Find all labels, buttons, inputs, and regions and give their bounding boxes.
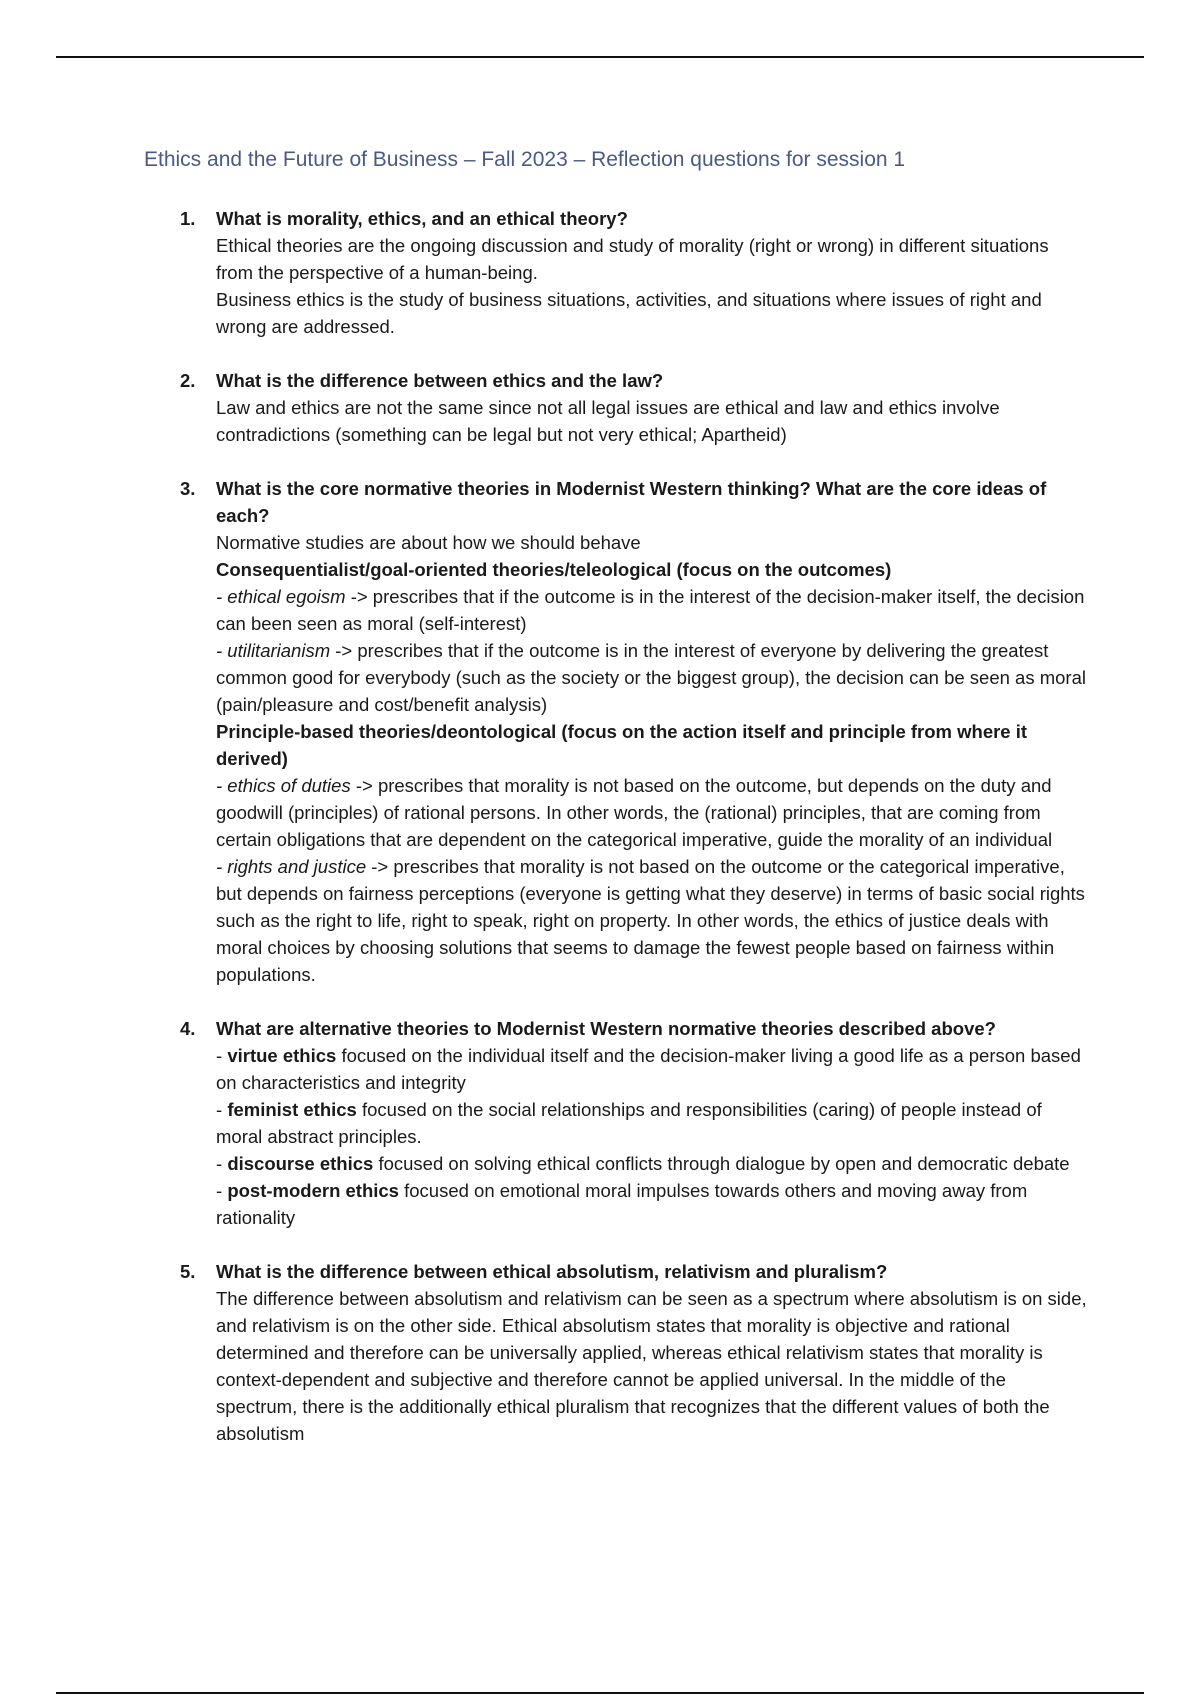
ethical-egoism-entry — [216, 583, 1090, 637]
ethics-of-duties-term: - ethics of duties — [216, 775, 351, 796]
question-4 — [180, 1015, 1090, 1231]
post-modern-ethics-term: post-modern ethics — [227, 1180, 399, 1201]
page-title: Ethics and the Future of Business – Fall 2023 – Reflection questions for session 1 — [144, 148, 906, 171]
feminist-ethics-term: feminist ethics — [227, 1099, 357, 1120]
discourse-ethics-entry — [216, 1150, 1090, 1177]
question-heading: What is the core normative theories in Modernist Western thinking? What are the core ideas of each? — [216, 478, 1047, 526]
question-number: 5. — [180, 1261, 196, 1282]
top-rule — [56, 56, 1144, 58]
question-1 — [180, 205, 1090, 340]
answer-text: Business ethics is the study of business situations, activities, and situations where issues of right and wrong are addressed. — [216, 289, 1042, 337]
ethics-of-duties-entry — [216, 772, 1090, 853]
utilitarianism-text: -> prescribes that if the outcome is in the interest of everyone by delivering the greatest common good for everybody (such as the society or the biggest group), the decision can be seen as moral (pain/pleasure and cost/benefit analysis) — [216, 640, 1086, 715]
ethics-of-duties-text: -> prescribes that morality is not based on the outcome, but depends on the duty and goodwill (principles) of rational persons. In other words, the (rational) principles, that are coming from certain obligations that are dependent on the categorical imperative, guide the morality of an individual — [216, 775, 1053, 850]
question-heading: What is the difference between ethical absolutism, relativism and pluralism? — [216, 1261, 888, 1282]
question-number: 4. — [180, 1018, 196, 1039]
ethical-egoism-term: - ethical egoism — [216, 586, 346, 607]
entry-dash: - — [216, 1180, 228, 1201]
entry-dash: - — [216, 1099, 228, 1120]
principle-based-heading: Principle-based theories/deontological (focus on the action itself and principle from where it derived) — [216, 721, 1028, 769]
entry-dash: - — [216, 1153, 228, 1174]
virtue-ethics-entry — [216, 1042, 1090, 1096]
question-5 — [180, 1258, 1090, 1447]
feminist-ethics-entry — [216, 1096, 1090, 1150]
question-heading: What is the difference between ethics and the law? — [216, 370, 664, 391]
answer-text: The difference between absolutism and relativism can be seen as a spectrum where absolutism is on side, and relativism is on the other side. Ethical absolutism states that morality is objective and rational determined and therefore can be universally applied, whereas ethical relativism states that morality is context-dependent and subjective and therefore cannot be applied universal. In the middle of the spectrum, there is the additionally ethical pluralism that recognizes that the different values of both the absolutism — [216, 1288, 1087, 1444]
post-modern-ethics-entry — [216, 1177, 1090, 1231]
utilitarianism-entry — [216, 637, 1090, 718]
question-heading: What is morality, ethics, and an ethical theory? — [216, 208, 628, 229]
feminist-ethics-text: focused on the social relationships and responsibilities (caring) of people instead of moral abstract principles. — [216, 1099, 1042, 1147]
virtue-ethics-term: virtue ethics — [227, 1045, 337, 1066]
question-2 — [180, 367, 1090, 448]
consequentialist-heading: Consequentialist/goal-oriented theories/teleological (focus on the outcomes) — [216, 559, 892, 580]
question-number: 3. — [180, 478, 196, 499]
question-heading: What are alternative theories to Modernist Western normative theories described above? — [216, 1018, 996, 1039]
question-number: 1. — [180, 208, 196, 229]
answer-text: Law and ethics are not the same since not all legal issues are ethical and law and ethics involve contradictions (something can be legal but not very ethical; Apartheid) — [216, 397, 1000, 445]
entry-dash: - — [216, 1045, 228, 1066]
question-3 — [180, 475, 1090, 988]
discourse-ethics-text: focused on solving ethical conflicts through dialogue by open and democratic debate — [373, 1153, 1070, 1174]
discourse-ethics-term: discourse ethics — [227, 1153, 374, 1174]
rights-and-justice-term: - rights and justice — [216, 856, 367, 877]
rights-and-justice-entry — [216, 853, 1090, 988]
answer-text: Normative studies are about how we should behave — [216, 532, 641, 553]
utilitarianism-term: - utilitarianism — [216, 640, 331, 661]
post-modern-ethics-text: focused on emotional moral impulses towards others and moving away from rationality — [216, 1180, 1028, 1228]
ethical-egoism-text: -> prescribes that if the outcome is in the interest of the decision-maker itself, the decision can been seen as moral (self-interest) — [216, 586, 1085, 634]
rights-and-justice-text: -> prescribes that morality is not based on the outcome or the categorical imperative, but depends on fairness perceptions (everyone is getting what they deserve) in terms of basic social rights such as the right to life, right to speak, right on property. In other words, the ethics of justice deals with moral choices by choosing solutions that seems to damage the fewest people based on fairness within populations. — [216, 856, 1085, 985]
virtue-ethics-text: focused on the individual itself and the decision-maker living a good life as a person based on characteristics and integrity — [216, 1045, 1081, 1093]
bottom-rule — [56, 1692, 1144, 1694]
question-list — [180, 205, 1090, 1474]
answer-text: Ethical theories are the ongoing discussion and study of morality (right or wrong) in different situations from the perspective of a human-being. — [216, 235, 1049, 283]
question-number: 2. — [180, 370, 196, 391]
